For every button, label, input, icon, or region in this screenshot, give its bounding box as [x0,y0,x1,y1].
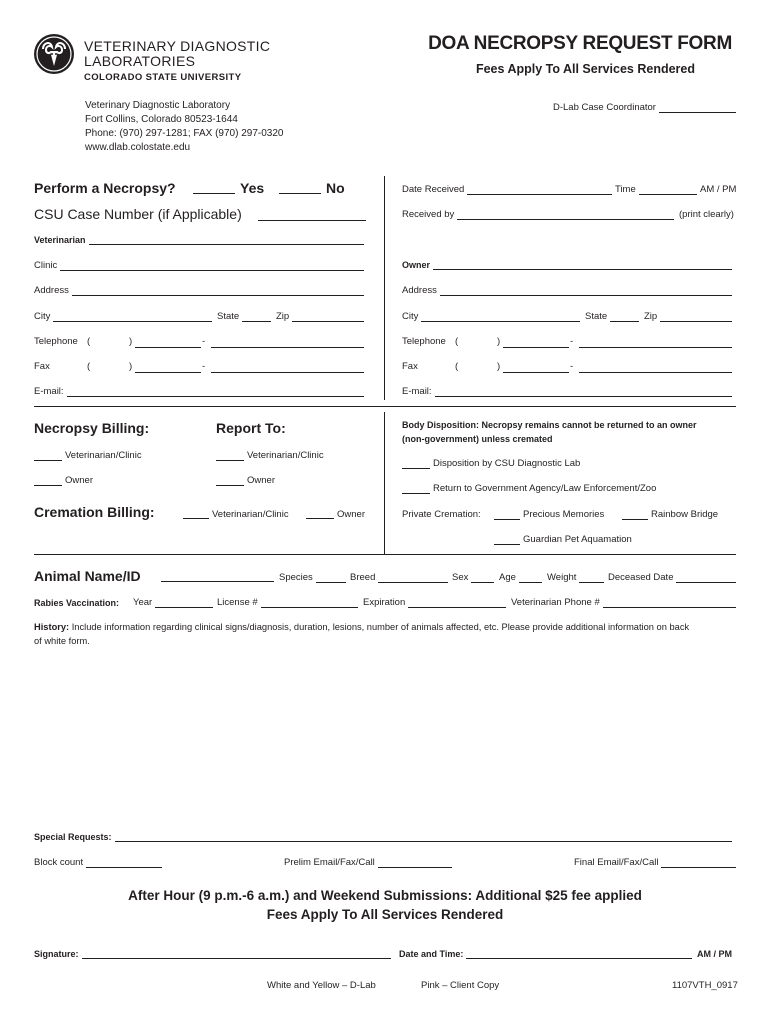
vet-email-label: E-mail: [34,386,64,397]
vet-telephone-label: Telephone [34,336,78,347]
disp-lab-label: Disposition by CSU Diagnostic Lab [433,458,581,469]
cremation-owner-blank[interactable] [306,518,334,519]
time-label: Time [615,184,636,195]
rainbow-blank[interactable] [622,519,648,520]
sex-label: Sex [452,572,469,583]
lab-address-line1: Veterinary Diagnostic Laboratory [85,100,231,111]
yes-label: Yes [240,180,265,196]
date-time-field[interactable] [399,949,692,959]
footer-ampm: AM / PM [697,949,732,959]
block-count-field[interactable] [34,857,162,868]
weight-label: Weight [547,572,577,583]
history-instructions-line1: Include information regarding clinical signs/diagnosis, duration, lesions, number of animals affected, etc. Please provide additional information on back [69,622,690,632]
vet-fax-paren-open: ( [87,361,91,372]
footer-fees-note: Fees Apply To All Services Rendered [266,907,504,922]
owner-zip-label: Zip [644,311,658,322]
owner-fax-label: Fax [402,361,418,372]
vet-address-label: Address [34,285,69,296]
prelim-label: Prelim Email/Fax/Call [284,857,375,868]
weight-field[interactable] [547,572,604,583]
owner-tel-prefix[interactable] [503,347,569,348]
vet-phone-label: Veterinarian Phone # [511,597,600,608]
rabies-label: Rabies Vaccination: [34,598,120,608]
vet-email-field[interactable] [34,386,364,397]
csu-case-label: CSU Case Number (if Applicable) [34,206,242,222]
date-received-field[interactable] [402,184,612,195]
owner-email-field[interactable] [402,386,732,397]
yes-blank[interactable] [193,193,235,194]
lab-website[interactable]: www.dlab.colostate.edu [85,142,191,153]
receipt-ampm: AM / PM [700,184,737,195]
owner-city-label: City [402,311,419,322]
no-blank[interactable] [279,193,321,194]
coordinator-field[interactable] [553,102,736,113]
rainbow-label: Rainbow Bridge [651,509,719,520]
lab-name-line1: VETERINARY DIAGNOSTIC [84,38,271,54]
vet-fax-dash: - [202,361,206,372]
owner-address-field[interactable] [402,285,732,296]
vet-tel-dash: - [202,336,206,347]
vet-city-label: City [34,311,51,322]
owner-email-label: E-mail: [402,386,432,397]
owner-city-field[interactable] [402,311,580,322]
deceased-date-field[interactable] [608,572,736,583]
license-field[interactable] [217,597,358,608]
vertical-divider-top [384,176,385,400]
copy-white-yellow: White and Yellow – D-Lab [267,980,376,991]
cremation-owner-label: Owner [337,509,365,520]
cremation-vet-label: Veterinarian/Clinic [212,509,289,520]
print-clearly-note: (print clearly) [679,209,734,220]
owner-state-field[interactable] [585,311,639,322]
lab-phone: Phone: (970) 297-1281; FAX (970) 297-0320 [85,128,284,139]
breed-field[interactable] [350,572,448,583]
private-cremation-label: Private Cremation: [402,509,481,520]
vet-tel-paren-open: ( [87,336,91,347]
vet-tel-prefix[interactable] [135,347,201,348]
sex-field[interactable] [452,572,494,583]
lab-address-line2: Fort Collins, Colorado 80523-1644 [85,114,238,125]
vet-zip-label: Zip [276,311,290,322]
vet-state-label: State [217,311,240,322]
prelim-field[interactable] [284,857,452,868]
disposition-heading-line1: Body Disposition: Necropsy remains cannot be returned to an owner [402,420,697,430]
veterinarian-field[interactable] [34,235,364,245]
vet-phone-field[interactable] [511,597,736,608]
date-time-label: Date and Time: [399,949,464,959]
vet-fax-paren-close: ) [129,361,133,372]
history-text [34,622,689,632]
owner-fax-dash: - [570,361,574,372]
license-label: License # [217,597,258,608]
necropsy-billing-heading: Necropsy Billing: [34,420,150,436]
species-field[interactable] [279,572,346,583]
time-field[interactable] [615,184,697,195]
special-requests-label: Special Requests: [34,832,112,842]
csu-case-field[interactable] [258,220,366,221]
history-area[interactable] [34,650,736,820]
no-label: No [326,180,345,196]
veterinarian-label: Veterinarian [34,235,86,245]
age-field[interactable] [499,572,542,583]
owner-tel-dash: - [570,336,574,347]
precious-label: Precious Memories [523,509,605,520]
disposition-heading-line2: (non-government) unless cremated [402,434,553,444]
vet-fax-number[interactable] [211,372,364,373]
special-requests-field[interactable] [34,832,732,842]
received-by-label: Received by [402,209,455,220]
owner-fax-number[interactable] [579,372,732,373]
divider-animal-top [34,554,736,555]
disp-gov-blank[interactable] [402,493,430,494]
animal-name-label: Animal Name/ID [34,568,141,584]
age-label: Age [499,572,516,583]
cremation-vet-blank[interactable] [183,518,209,519]
report-to-heading: Report To: [216,420,286,436]
form-title: DOA NECROPSY REQUEST FORM [428,33,732,54]
copy-pink: Pink – Client Copy [421,980,500,991]
report-owner-blank[interactable] [216,485,244,486]
university-name: COLORADO STATE UNIVERSITY [84,72,242,83]
expiration-label: Expiration [363,597,406,608]
coordinator-label: D-Lab Case Coordinator [553,102,656,113]
owner-zip-field[interactable] [644,311,732,322]
owner-field[interactable] [402,260,732,270]
clinic-field[interactable] [34,260,364,271]
breed-label: Breed [350,572,376,583]
disp-lab-blank[interactable] [402,468,430,469]
owner-tel-paren-close: ) [497,336,501,347]
billing-owner-blank[interactable] [34,485,62,486]
guardian-label: Guardian Pet Aquamation [523,534,632,545]
clinic-label: Clinic [34,260,58,271]
owner-fax-paren-close: ) [497,361,501,372]
csu-ram-logo [33,33,75,75]
precious-blank[interactable] [494,519,520,520]
disp-gov-label: Return to Government Agency/Law Enforcement/Zoo [433,483,657,494]
deceased-date-label: Deceased Date [608,572,674,583]
report-vet-blank[interactable] [216,460,244,461]
owner-address-label: Address [402,285,437,296]
vet-tel-number[interactable] [211,347,364,348]
owner-tel-number[interactable] [579,347,732,348]
date-received-label: Date Received [402,184,465,195]
owner-telephone-label: Telephone [402,336,446,347]
final-field[interactable] [574,857,736,868]
vet-fax-prefix[interactable] [135,372,201,373]
owner-label: Owner [402,260,431,270]
rabies-year-field[interactable] [133,597,213,608]
vet-city-field[interactable] [34,311,212,322]
divider-billing-top [34,406,736,407]
owner-fax-paren-open: ( [455,361,459,372]
billing-owner-label: Owner [65,475,93,486]
after-hours-notice: After Hour (9 p.m.-6 a.m.) and Weekend Submissions: Additional $25 fee applied [128,888,642,903]
received-by-field[interactable] [402,209,674,220]
vet-state-field[interactable] [217,311,271,322]
vertical-divider-billing [384,412,385,554]
signature-label: Signature: [34,949,79,959]
cremation-billing-heading: Cremation Billing: [34,504,155,520]
vet-fax-label: Fax [34,361,50,372]
history-label: History: [34,622,70,632]
report-vet-label: Veterinarian/Clinic [247,450,324,461]
billing-vet-blank[interactable] [34,460,62,461]
vet-address-field[interactable] [34,285,364,296]
animal-name-field[interactable] [161,581,274,582]
history-instructions-line2: of white form. [34,636,90,646]
owner-tel-paren-open: ( [455,336,459,347]
owner-fax-prefix[interactable] [503,372,569,373]
report-owner-label: Owner [247,475,275,486]
guardian-blank[interactable] [494,544,520,545]
lab-name-line2: LABORATORIES [84,53,196,69]
vet-zip-field[interactable] [276,311,364,322]
form-code: 1107VTH_0917 [672,980,738,991]
necropsy-question: Perform a Necropsy? [34,180,176,196]
rabies-year-label: Year [133,597,153,608]
owner-state-label: State [585,311,608,322]
species-label: Species [279,572,313,583]
final-label: Final Email/Fax/Call [574,857,659,868]
vet-tel-paren-close: ) [129,336,133,347]
signature-field[interactable] [34,949,391,959]
billing-vet-label: Veterinarian/Clinic [65,450,142,461]
header-fees-note: Fees Apply To All Services Rendered [475,62,695,76]
block-count-label: Block count [34,857,84,868]
expiration-field[interactable] [363,597,506,608]
